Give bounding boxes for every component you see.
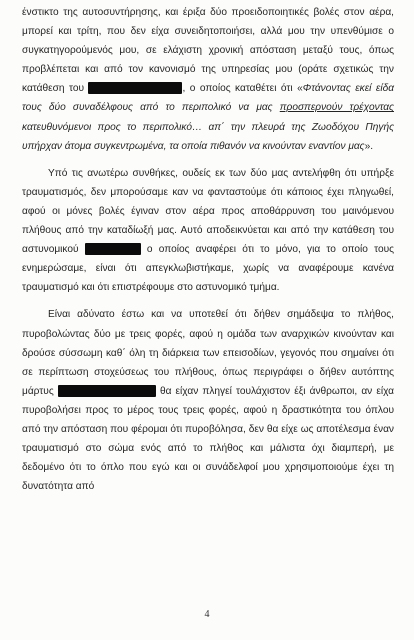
quote-underlined-phrase: προσπερνούν τρέχοντας: [279, 102, 394, 114]
paragraph-3-continuation: θα είχαν πληγεί τουλάχιστον έξι άνθρωποι, αν είχα πυροβολήσει προς το μέρος τους τρεις φορές, αφού η δραστικότητα του όπλου από την απόσταση που φέρομαι ότι πυροβόλησα, δεν θα είχε ως αποτέλεσμα έναν τραυματισμό στο σώμα ενός από το πλήθος και μάλιστα όχι διαμπερή, με δεδομένο ότι το όπλο που εγώ και οι συνάδελφοί μου χρησιμοποιούμε έχει τη δυνατότητα από: [22, 385, 394, 493]
paragraph-3-text: Είναι αδύνατο έστω και να υποτεθεί ότι δήθεν σημάδεψα το πλήθος, πυροβολώντας δύο με τρεις φορές, αφού η ομάδα των αναρχικών κινούνταν και δρούσε σύσσωμη καθ΄ όλη τη διάρκεια των επεισοδίων, γεγονός που σημαίνει ότι σε περίπτωση στοχεύσεως του πλήθους, όπως περιγράφει ο δήθεν αυτόπτης μάρτυς: [22, 309, 394, 397]
page-number: 4: [204, 609, 210, 620]
paragraph-1-text: ένστικτο της αυτοσυντήρησης, και έριξα δύο προειδοποιητικές βολές στον αέρα, μπορεί και τρίτη, που δεν είχα συνειδητοποιήσει, αλλά μου την υπενθύμισε ο συγκατηγορούμενός μου, σε ελάχιστη χρονική απόσταση μεταξύ τους, όπως προβλέπεται και από τον κανονισμό της υπηρεσίας μου (οράτε σχετικώς την κατάθεση του: [22, 7, 394, 95]
paragraph-1-continuation: , ο οποίος καταθέτει ότι «: [182, 83, 303, 95]
paragraph-2-continuation: ο οποίος αναφέρει ότι το μόνο, για το οποίο τους ενημερώσαμε, είναι ότι απεγκλωβιστήκαμε, χωρίς να αναφέρουμε κανένα τραυματισμό και ότι επιστρέφουμε στο αστυνομικό τμήμα.: [22, 244, 394, 294]
paragraph-3: [22, 305, 394, 496]
paragraph-2-text: Υπό τις ανωτέρω συνθήκες, ουδείς εκ των δύο μας αντελήφθη ότι υπήρξε τραυματισμός, δεν μπορούσαμε καν να φανταστούμε ότι κάποιος έχει πληγωθεί, αφού οι μόνες βολές έγιναν στον αέρα προς αποθάρρυνση του μαινόμενου πλήθους από την καταδίωξή μας. Αυτό αποδεικνύεται και από την κατάθεση του αστυνομικού: [22, 167, 394, 256]
quote-text-part-1: Φτάνοντας εκεί είδα τους δύο συναδέλφους από το περιπολικό να μας: [22, 83, 394, 114]
redaction-bar: [58, 385, 156, 397]
redaction-bar: [88, 82, 182, 94]
paragraph-2: [22, 164, 394, 298]
quote-closing: ».: [364, 140, 374, 152]
page-body: [22, 3, 394, 496]
paragraph-1: [22, 3, 394, 156]
redaction-bar: [85, 243, 141, 255]
quote-text-part-2: κατευθυνόμενοι προς το περιπολικό… απ΄ την πλευρά της Ζωοδόχου Πηγής υπήρχαν άτομα συγκεντρωμένα, τα οποία πιθανόν να κινούνταν εναντίον μας: [22, 121, 394, 152]
